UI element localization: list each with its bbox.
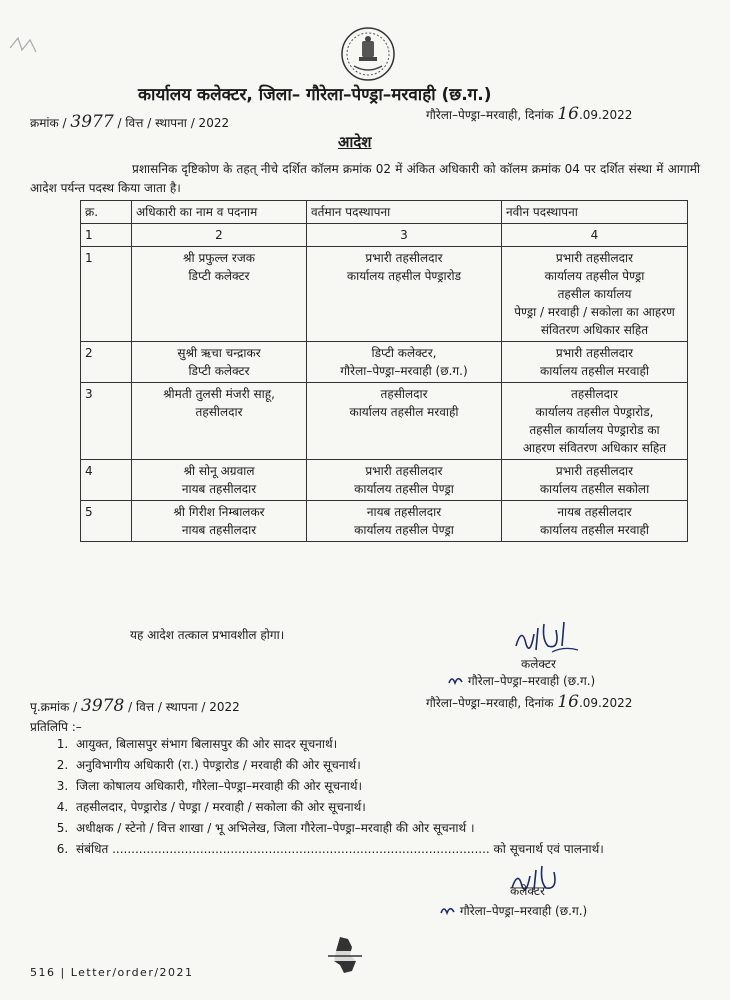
cell-line: डिप्टी कलेक्टर <box>188 364 250 378</box>
cell-line: कार्यालय तहसील पेण्ड्रा <box>354 523 454 537</box>
cell-line: कार्यालय तहसील पेण्ड्रारोड, <box>535 405 654 419</box>
endorsement-reference <box>30 696 240 716</box>
list-item: 2. अनुविभागीय अधिकारी (रा.) पेण्ड्रारोड / मरवाही की ओर सूचनार्थ। <box>72 755 722 776</box>
cell-line: डिप्टी कलेक्टर <box>188 269 250 283</box>
date-day: 16 <box>557 104 579 124</box>
copy-label: प्रतिलिपि :– <box>30 720 82 734</box>
cell-line: तहसील कार्यालय पेण्ड्रारोड का <box>529 423 660 437</box>
place-date-prefix: गौरेला–पेण्ड्रा–मरवाही, दिनांक <box>426 108 554 122</box>
cell-new <box>502 247 688 342</box>
cell-line: श्री गिरीश निम्बालकर <box>173 505 265 519</box>
cell-line: डिप्टी कलेक्टर, <box>371 346 437 360</box>
cell-line: प्रभारी तहसीलदार <box>365 464 443 478</box>
order-reference <box>30 112 229 132</box>
state-map-logo-icon <box>322 935 368 975</box>
ref-prefix: क्रमांक / <box>30 116 67 130</box>
cell-line: तहसील कार्यालय <box>557 287 632 301</box>
copy-list <box>48 734 722 860</box>
effect-note: यह आदेश तत्काल प्रभावशील होगा। <box>130 628 285 642</box>
initial-mark-icon-2 <box>440 904 456 916</box>
state-emblem-icon <box>340 26 396 82</box>
corner-scribble <box>8 34 38 56</box>
cell-current <box>307 501 502 542</box>
cell-current <box>307 342 502 383</box>
initial-mark-icon <box>448 674 464 686</box>
cell-line: नायब तहसीलदार <box>181 523 257 537</box>
endorsement-place-date <box>426 692 632 712</box>
table-body <box>81 247 688 542</box>
cell-line: कार्यालय तहसील मरवाही <box>539 523 650 537</box>
cell-current <box>307 247 502 342</box>
collector-office-2 <box>440 902 587 919</box>
cell-line: कार्यालय तहसील सकोला <box>539 482 650 496</box>
cell-new <box>502 460 688 501</box>
cell-line: श्रीमती तुलसी मंजरी साहू, <box>163 387 275 401</box>
cell-line: कार्यालय तहसील पेण्ड्रारोड <box>346 269 462 283</box>
cell-line: पेण्ड्रा / मरवाही / सकोला का आहरण <box>514 305 675 319</box>
collector-office-text-2: गौरेला–पेण्ड्रा–मरवाही (छ.ग.) <box>459 904 588 918</box>
cell-sn: 4 <box>81 460 132 501</box>
cell-line: प्रभारी तहसीलदार <box>555 464 634 478</box>
date-rest: .09.2022 <box>578 108 633 122</box>
cell-line: नायब तहसीलदार <box>181 482 257 496</box>
place-date-prefix-2: गौरेला–पेण्ड्रा–मरवाही, दिनांक <box>426 696 554 710</box>
collector-office-text-1: गौरेला–पेण्ड्रा–मरवाही (छ.ग.) <box>467 674 596 688</box>
cell-line: गौरेला–पेण्ड्रा–मरवाही (छ.ग.) <box>340 364 468 378</box>
list-item: 3. जिला कोषालय अधिकारी, गौरेला–पेण्ड्रा–मरवाही की ओर सूचनार्थ। <box>72 776 722 797</box>
header-new: नवीन पदस्थापना <box>502 201 688 224</box>
cell-line: आहरण संवितरण अधिकार सहित <box>522 441 667 455</box>
cell-new <box>502 501 688 542</box>
cell-line: श्री प्रफुल्ल रजक <box>183 251 255 265</box>
cell-line: कार्यालय तहसील मरवाही <box>539 364 650 378</box>
date-rest-2: .09.2022 <box>578 696 633 710</box>
cell-line: नायब तहसीलदार <box>366 505 442 519</box>
ref-number: 3977 <box>70 112 114 132</box>
cell-new <box>502 342 688 383</box>
cell-line: प्रभारी तहसीलदार <box>555 251 634 265</box>
cell-current <box>307 460 502 501</box>
office-title: कार्यालय कलेक्टर, जिला– गौरेला–पेण्ड्रा–मरवाही (छ.ग.) <box>138 85 492 105</box>
collector-office-1 <box>448 672 595 689</box>
header-name: अधिकारी का नाम व पदनाम <box>132 201 307 224</box>
header-sn: क्र. <box>81 201 132 224</box>
ref2-prefix: पृ.क्रमांक / <box>30 700 78 714</box>
cell-line: कार्यालय तहसील पेण्ड्रा <box>354 482 454 496</box>
table-row <box>81 342 688 383</box>
cell-current <box>307 383 502 460</box>
cell-name <box>132 342 307 383</box>
list-item: 4. तहसीलदार, पेण्ड्रारोड / पेण्ड्रा / मरवाही / सकोला की ओर सूचनार्थ। <box>72 797 722 818</box>
num-3: 3 <box>307 224 502 247</box>
cell-line: कार्यालय तहसील पेण्ड्रा <box>544 269 645 283</box>
date-day-2: 16 <box>557 692 579 712</box>
cell-name <box>132 501 307 542</box>
table-header-row <box>81 201 688 224</box>
cell-line: सुश्री ऋचा चन्द्राकर <box>177 346 261 360</box>
collector-title-2: कलेक्टर <box>510 884 545 898</box>
cell-line: तहसीलदार <box>195 405 243 419</box>
table-row <box>81 383 688 460</box>
order-heading: आदेश <box>338 133 372 151</box>
cell-sn: 5 <box>81 501 132 542</box>
num-2: 2 <box>132 224 307 247</box>
ref-suffix: / वित्त / स्थापना / 2022 <box>117 116 230 130</box>
footer-code: 516 | Letter/order/2021 <box>30 966 194 979</box>
table-row <box>81 501 688 542</box>
cell-line: कार्यालय तहसील मरवाही <box>349 405 459 419</box>
list-item: 5. अधीक्षक / स्टेनो / वित्त शाखा / भू अभिलेख, जिला गौरेला–पेण्ड्रा–मरवाही की ओर सूचनार्थ । <box>72 818 722 839</box>
cell-line: प्रभारी तहसीलदार <box>365 251 443 265</box>
list-item: 1. आयुक्त, बिलासपुर संभाग बिलासपुर की ओर सादर सूचनार्थ। <box>72 734 722 755</box>
cell-sn: 2 <box>81 342 132 383</box>
cell-line: नायब तहसीलदार <box>557 505 632 519</box>
table-row <box>81 460 688 501</box>
ref2-suffix: / वित्त / स्थापना / 2022 <box>128 700 240 714</box>
order-place-date <box>426 104 632 124</box>
table-number-row <box>81 224 688 247</box>
cell-new <box>502 383 688 460</box>
num-1: 1 <box>81 224 132 247</box>
cell-line: तहसीलदार <box>380 387 428 401</box>
order-intro: प्रशासनिक दृष्टिकोण के तहत् नीचे दर्शित कॉलम क्रमांक 02 में अंकित अधिकारी को कॉलम क्रमांक 04 पर दर्शित संस्था में आगामी आदेश पर्यन्त पदस्थ किया जाता है। <box>30 162 700 195</box>
header-current: वर्तमान पदस्थापना <box>307 201 502 224</box>
cell-line: संवितरण अधिकार सहित <box>540 323 649 337</box>
ref2-number: 3978 <box>81 696 125 716</box>
cell-sn: 1 <box>81 247 132 342</box>
num-4: 4 <box>502 224 688 247</box>
cell-name <box>132 460 307 501</box>
cell-line: तहसीलदार <box>571 387 618 401</box>
cell-sn: 3 <box>81 383 132 460</box>
table-row <box>81 247 688 342</box>
cell-name <box>132 383 307 460</box>
posting-table <box>80 200 688 542</box>
cell-line: श्री सोनू अग्रवाल <box>183 464 255 478</box>
cell-line: प्रभारी तहसीलदार <box>555 346 634 360</box>
list-item: 6. संबंधित ................................................................................................... को सूचनार्थ एवं पालनार्थ। <box>72 839 722 860</box>
collector-title-1: कलेक्टर <box>521 657 556 671</box>
cell-name <box>132 247 307 342</box>
